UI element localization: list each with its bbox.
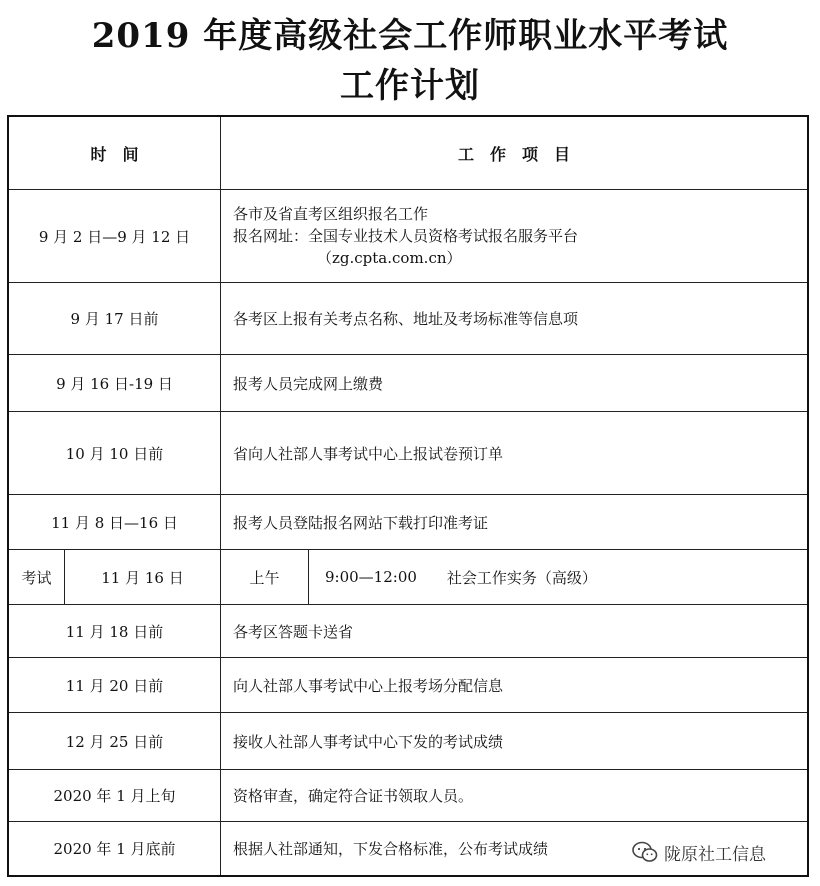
document-subtitle: 工作计划 bbox=[340, 66, 480, 106]
row-time: 10 月 10 日前 bbox=[9, 412, 221, 494]
table-row bbox=[9, 283, 807, 355]
row-time: 9 月 16 日-19 日 bbox=[9, 355, 221, 411]
exam-subject: 社会工作实务（高级） bbox=[446, 568, 597, 587]
row-item: 各考区答题卡送省 bbox=[233, 622, 354, 641]
work-plan-table bbox=[7, 115, 809, 877]
watermark-text: 陇原社工信息 bbox=[664, 844, 766, 865]
table-row bbox=[9, 713, 807, 770]
table-row bbox=[9, 495, 807, 550]
row-time: 12 月 25 日前 bbox=[9, 713, 221, 769]
row-time: 11 月 20 日前 bbox=[9, 658, 221, 712]
wechat-icon bbox=[632, 841, 658, 863]
row-time: 11 月 18 日前 bbox=[9, 605, 221, 657]
table-row bbox=[9, 658, 807, 713]
row-time: 2020 年 1 月上旬 bbox=[9, 770, 221, 821]
row-item: 资格审查，确定符合证书领取人员。 bbox=[233, 787, 474, 805]
row-time: 2020 年 1 月底前 bbox=[9, 822, 221, 875]
row-time: 9 月 17 日前 bbox=[9, 283, 221, 354]
exam-session: 上午 bbox=[221, 550, 309, 604]
table-row bbox=[9, 412, 807, 495]
header-time: 时 间 bbox=[9, 117, 221, 189]
exam-label: 考试 bbox=[9, 550, 65, 604]
row-item: 报考人员完成网上缴费 bbox=[233, 374, 384, 393]
header-work-item: 工 作 项 目 bbox=[457, 144, 570, 164]
exam-detail bbox=[309, 550, 807, 604]
row-item-line: 各市及省直考区组织报名工作 bbox=[233, 205, 429, 223]
exam-row bbox=[9, 550, 807, 605]
document-title: 2019 年度高级社会工作师职业水平考试 bbox=[91, 16, 729, 56]
exam-date: 11 月 16 日 bbox=[65, 550, 221, 604]
table-row bbox=[9, 190, 807, 283]
row-item bbox=[221, 190, 807, 282]
row-time: 11 月 8 日—16 日 bbox=[9, 495, 221, 549]
row-item: 各考区上报有关考点名称、地址及考场标准等信息项 bbox=[233, 310, 579, 328]
row-item: 报考人员登陆报名网站下载打印准考证 bbox=[233, 513, 489, 532]
table-row bbox=[9, 770, 807, 822]
row-item-line: 报名网址：全国专业技术人员资格考试报名服务平台 bbox=[233, 227, 579, 245]
exam-time: 9:00—12:00 bbox=[325, 568, 417, 586]
table-header-row bbox=[9, 117, 807, 190]
row-item: 接收人社部人事考试中心下发的考试成绩 bbox=[233, 732, 504, 751]
table-row bbox=[9, 355, 807, 412]
row-item: 省向人社部人事考试中心上报试卷预订单 bbox=[233, 444, 504, 463]
registration-url: （zg.cpta.com.cn） bbox=[317, 249, 462, 267]
row-item: 根据人社部通知，下发合格标准，公布考试成绩 bbox=[233, 840, 549, 858]
row-item: 向人社部人事考试中心上报考场分配信息 bbox=[233, 676, 504, 695]
watermark bbox=[628, 838, 770, 866]
table-row bbox=[9, 605, 807, 658]
row-time: 9 月 2 日—9 月 12 日 bbox=[9, 190, 221, 282]
